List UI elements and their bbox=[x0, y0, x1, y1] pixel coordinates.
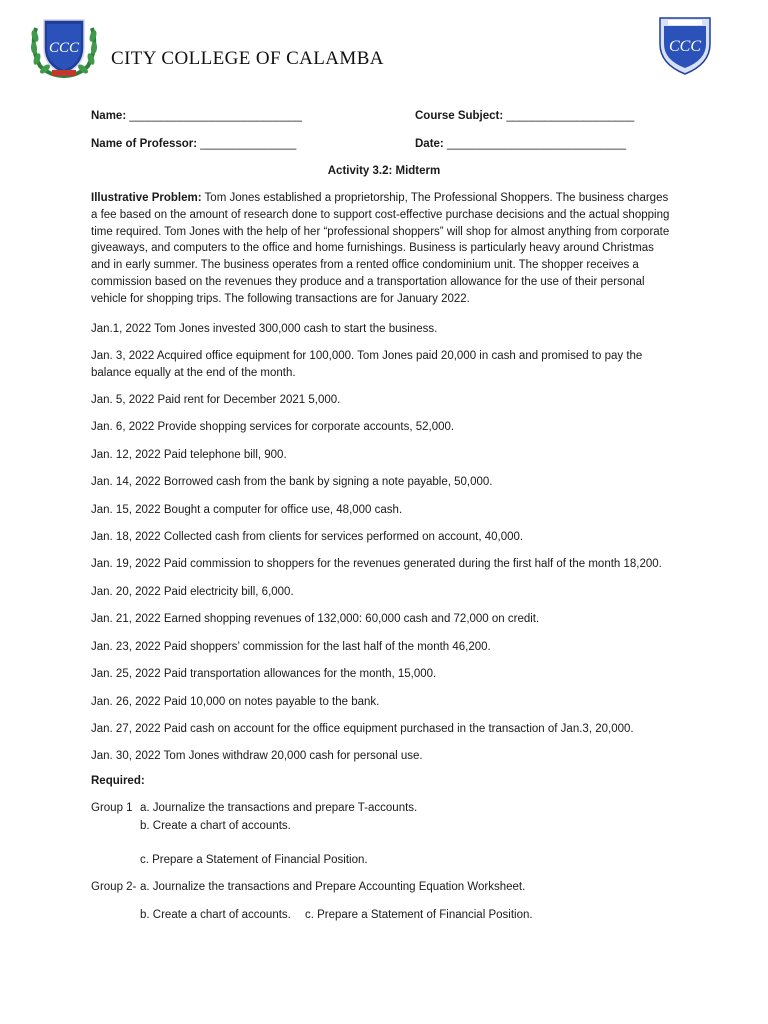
college-seal-right-logo bbox=[654, 14, 716, 76]
transaction-item: Jan. 14, 2022 Borrowed cash from the bank by signing a note payable, 50,000. bbox=[91, 476, 493, 488]
required-heading: Required: bbox=[91, 775, 145, 787]
transaction-item: Jan. 19, 2022 Paid commission to shoppers for the revenues generated during the first half of the month 18,200. bbox=[91, 558, 662, 570]
group1-task-b: b. Create a chart of accounts. bbox=[140, 820, 291, 832]
group2-task-b: b. Create a chart of accounts. bbox=[140, 909, 291, 921]
college-name: CITY COLLEGE OF CALAMBA bbox=[111, 48, 384, 69]
date-label: Date: bbox=[415, 138, 444, 150]
college-seal-left-logo bbox=[28, 14, 100, 80]
transaction-item: Jan. 20, 2022 Paid electricity bill, 6,000. bbox=[91, 586, 294, 598]
course-subject-label: Course Subject: bbox=[415, 110, 504, 122]
group1-task-c: c. Prepare a Statement of Financial Position. bbox=[140, 854, 368, 866]
transaction-item: Jan. 25, 2022 Paid transportation allowances for the month, 15,000. bbox=[91, 668, 437, 680]
transaction-item: Jan. 18, 2022 Collected cash from clients for services performed on account, 40,000. bbox=[91, 531, 524, 543]
date-field bbox=[415, 138, 626, 150]
professor-label: Name of Professor: bbox=[91, 138, 198, 150]
course-subject-field bbox=[415, 110, 634, 122]
group2-task-c: c. Prepare a Statement of Financial Position. bbox=[305, 909, 533, 921]
transaction-item: Jan. 27, 2022 Paid cash on account for the office equipment purchased in the transaction of Jan.3, 20,000. bbox=[91, 723, 634, 735]
group1-task-a: a. Journalize the transactions and prepare T-accounts. bbox=[140, 802, 418, 814]
transaction-item: Jan.1, 2022 Tom Jones invested 300,000 cash to start the business. bbox=[91, 323, 438, 335]
date-blank: ____________________________ bbox=[446, 138, 627, 150]
transaction-item: Jan. 30, 2022 Tom Jones withdraw 20,000 cash for personal use. bbox=[91, 750, 423, 762]
transaction-item: Jan. 5, 2022 Paid rent for December 2021 5,000. bbox=[91, 394, 341, 406]
logo-monogram: CCC bbox=[48, 40, 80, 56]
transaction-item: Jan. 21, 2022 Earned shopping revenues of 132,000: 60,000 cash and 72,000 on credit. bbox=[91, 613, 540, 625]
name-blank: ___________________________ bbox=[129, 110, 303, 122]
logo-monogram-right: CCC bbox=[668, 38, 702, 55]
course-subject-blank: ____________________ bbox=[506, 110, 635, 122]
problem-lead: Illustrative Problem: bbox=[91, 192, 202, 204]
group2-label: Group 2- bbox=[91, 881, 137, 893]
transaction-item: Jan. 12, 2022 Paid telephone bill, 900. bbox=[91, 449, 287, 461]
problem-body: Tom Jones established a proprietorship, The Professional Shoppers. The business charges a fee based on the amount of research done to support cost-effective purchase decisions and the actual shopping time required. Tom Jones with the help of her “professional shoppers” will shop for almost anything from corporate giveaways, and computers to the office and home furnishings. Business is particularly heavy around Christmas and in early summer. The business operates from a rented office condominium unit. The shopper receives a commission based on the revenues they produce and a transportation allowance for the use of their personal vehicle for shopping trips. The following transactions are for January 2022. bbox=[91, 192, 670, 305]
transaction-item: Jan. 6, 2022 Provide shopping services for corporate accounts, 52,000. bbox=[91, 421, 455, 433]
professor-blank: _______________ bbox=[200, 138, 297, 150]
illustrative-problem bbox=[91, 190, 671, 308]
name-field bbox=[91, 110, 302, 122]
transaction-item: Jan. 3, 2022 Acquired office equipment for 100,000. Tom Jones paid 20,000 in cash and promised to pay the balance equally at the end of the month. bbox=[91, 350, 643, 379]
transaction-item: Jan. 26, 2022 Paid 10,000 on notes payable to the bank. bbox=[91, 696, 380, 708]
group1-label: Group 1 bbox=[91, 802, 133, 814]
activity-title: Activity 3.2: Midterm bbox=[327, 165, 441, 177]
professor-field bbox=[91, 138, 296, 150]
transaction-item: Jan. 15, 2022 Bought a computer for office use, 48,000 cash. bbox=[91, 504, 403, 516]
group2-task-a: a. Journalize the transactions and Prepare Accounting Equation Worksheet. bbox=[140, 881, 526, 893]
name-label: Name: bbox=[91, 110, 127, 122]
transaction-item: Jan. 23, 2022 Paid shoppers’ commission for the last half of the month 46,200. bbox=[91, 641, 491, 653]
